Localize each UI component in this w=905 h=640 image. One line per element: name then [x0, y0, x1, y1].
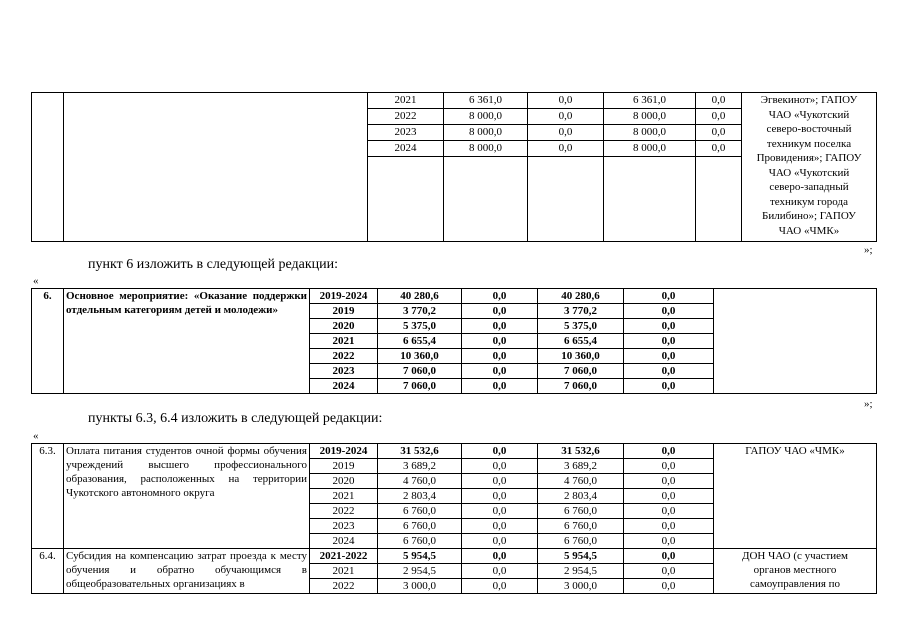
cell-reg: 4 760,0	[538, 474, 624, 489]
cell-reg: 6 760,0	[538, 519, 624, 534]
cell-year: 2019-2024	[310, 444, 378, 459]
cell-year: 2024	[310, 534, 378, 549]
t1-total-value: 8 000,0	[444, 109, 527, 125]
num-cell	[32, 93, 64, 242]
cell-total: 5 375,0	[378, 319, 462, 334]
cell-fed: 0,0	[462, 364, 538, 379]
table-continuation	[31, 92, 877, 242]
cell-other: 0,0	[624, 549, 714, 564]
cell-other: 0,0	[624, 364, 714, 379]
cell-other: 0,0	[624, 459, 714, 474]
executor-cell	[714, 444, 877, 549]
cell-year: 2020	[310, 319, 378, 334]
executor-cell	[714, 289, 877, 394]
cell-fed: 0,0	[462, 304, 538, 319]
executor-cell	[742, 93, 877, 242]
cell-reg: 31 532,6	[538, 444, 624, 459]
executor-text: ГАПОУ ЧАО «ЧМК»	[745, 445, 845, 457]
cell-other: 0,0	[624, 579, 714, 594]
item-title: Основное мероприятие: «Оказание поддержки отдельным категориям детей и молодежи»	[64, 289, 310, 394]
cell-other: 0,0	[624, 349, 714, 364]
executor-line: самоуправления по	[749, 578, 841, 590]
cell-reg: 5 375,0	[538, 319, 624, 334]
cell-year: 2022	[310, 504, 378, 519]
cell-fed: 0,0	[462, 579, 538, 594]
close-quote-2: »;	[864, 398, 873, 410]
cell-fed: 0,0	[462, 519, 538, 534]
reg-col	[604, 93, 696, 242]
t1-executor-line: Провидения»; ГАПОУ	[756, 152, 862, 164]
cell-other: 0,0	[624, 444, 714, 459]
cell-fed: 0,0	[462, 564, 538, 579]
cell-other: 0,0	[624, 474, 714, 489]
cell-other: 0,0	[624, 319, 714, 334]
item-number: 6.4.	[32, 549, 64, 594]
t1-year-value: 2024	[368, 141, 443, 157]
cell-fed: 0,0	[462, 474, 538, 489]
table-row	[32, 549, 877, 564]
t1-reg-value: 6 361,0	[604, 93, 695, 109]
t1-year-value: 2021	[368, 93, 443, 109]
cell-year: 2021	[310, 564, 378, 579]
cell-total: 3 689,2	[378, 459, 462, 474]
cell-total: 40 280,6	[378, 289, 462, 304]
cell-reg: 3 000,0	[538, 579, 624, 594]
cell-other: 0,0	[624, 519, 714, 534]
executor-line: органов местного	[753, 564, 837, 576]
cell-total: 4 760,0	[378, 474, 462, 489]
t1-executor-line: ЧАО «Чукотский	[768, 108, 850, 121]
t1-executor-line: Эгвекинот»; ГАПОУ	[760, 94, 858, 106]
cell-year: 2023	[310, 364, 378, 379]
t1-total-value: 8 000,0	[444, 141, 527, 157]
t1-other-value: 0,0	[696, 141, 741, 157]
cell-year: 2021	[310, 334, 378, 349]
cell-other: 0,0	[624, 379, 714, 394]
t1-fed-value: 0,0	[528, 125, 603, 141]
cell-year: 2021	[310, 489, 378, 504]
cell-total: 31 532,6	[378, 444, 462, 459]
cell-year: 2024	[310, 379, 378, 394]
item-title: Оплата питания студентов очной формы обучения учреждений высшего профессионального образования, расположенных на территории Чукотского автономного округа	[64, 444, 310, 549]
t1-executor-line: техникум города	[770, 195, 848, 208]
cell-other: 0,0	[624, 289, 714, 304]
cell-year: 2019	[310, 304, 378, 319]
t1-executor-line: ЧАО «Чукотский	[768, 166, 850, 179]
cell-other: 0,0	[624, 489, 714, 504]
t1-total-value: 8 000,0	[444, 125, 527, 141]
cell-reg: 3 770,2	[538, 304, 624, 319]
cell-other: 0,0	[624, 334, 714, 349]
cell-fed: 0,0	[462, 289, 538, 304]
t1-executor-line: ЧАО «ЧМК»	[778, 224, 840, 237]
cell-total: 6 655,4	[378, 334, 462, 349]
paragraph-1: пункт 6 изложить в следующей редакции:	[88, 257, 338, 272]
cell-other: 0,0	[624, 504, 714, 519]
close-quote-1: »;	[864, 244, 873, 256]
cell-other: 0,0	[624, 534, 714, 549]
fed-col	[528, 93, 604, 242]
t1-reg-value: 8 000,0	[604, 125, 695, 141]
cell-reg: 6 655,4	[538, 334, 624, 349]
cell-reg: 2 803,4	[538, 489, 624, 504]
cell-reg: 3 689,2	[538, 459, 624, 474]
cell-fed: 0,0	[462, 334, 538, 349]
cell-fed: 0,0	[462, 534, 538, 549]
other-col	[696, 93, 742, 242]
cell-reg: 7 060,0	[538, 364, 624, 379]
cell-reg: 6 760,0	[538, 504, 624, 519]
cell-reg: 2 954,5	[538, 564, 624, 579]
item-title: Субсидия на компенсацию затрат проезда к месту обучения и обратно обучающимся в общеобразовательных организациях в	[64, 549, 310, 594]
cell-year: 2022	[310, 349, 378, 364]
cell-fed: 0,0	[462, 319, 538, 334]
cell-total: 6 760,0	[378, 534, 462, 549]
t1-other-value: 0,0	[696, 93, 741, 109]
cell-year: 2021-2022	[310, 549, 378, 564]
table-row	[32, 444, 877, 459]
cell-fed: 0,0	[462, 379, 538, 394]
total-col	[444, 93, 528, 242]
title-cell	[64, 93, 368, 242]
t1-fed-value: 0,0	[528, 109, 603, 125]
cell-total: 10 360,0	[378, 349, 462, 364]
cell-other: 0,0	[624, 564, 714, 579]
cell-reg: 10 360,0	[538, 349, 624, 364]
cell-total: 6 760,0	[378, 519, 462, 534]
cell-total: 3 000,0	[378, 579, 462, 594]
t1-year-value: 2023	[368, 125, 443, 141]
table-item-6	[31, 288, 877, 394]
open-quote-2: «	[33, 430, 39, 442]
cell-total: 7 060,0	[378, 379, 462, 394]
t1-other-value: 0,0	[696, 109, 741, 125]
cell-total: 2 803,4	[378, 489, 462, 504]
cell-year: 2019	[310, 459, 378, 474]
cell-fed: 0,0	[462, 549, 538, 564]
cell-reg: 40 280,6	[538, 289, 624, 304]
open-quote-1: «	[33, 275, 39, 287]
item-number: 6.	[32, 289, 64, 394]
year-col	[368, 93, 444, 242]
paragraph-2: пункты 6.3, 6.4 изложить в следующей редакции:	[88, 411, 383, 426]
t1-executor-line: техникум поселка	[766, 137, 852, 150]
t1-executor-line: северо-восточный	[766, 123, 852, 135]
cell-year: 2019-2024	[310, 289, 378, 304]
table-row	[32, 289, 877, 304]
cell-year: 2020	[310, 474, 378, 489]
t1-executor-line: северо-западный	[769, 181, 849, 193]
cell-fed: 0,0	[462, 349, 538, 364]
cell-fed: 0,0	[462, 504, 538, 519]
executor-cell	[714, 549, 877, 594]
cell-fed: 0,0	[462, 444, 538, 459]
cell-total: 7 060,0	[378, 364, 462, 379]
cell-reg: 5 954,5	[538, 549, 624, 564]
cell-total: 5 954,5	[378, 549, 462, 564]
t1-fed-value: 0,0	[528, 93, 603, 109]
item-number: 6.3.	[32, 444, 64, 549]
cell-fed: 0,0	[462, 459, 538, 474]
cell-total: 2 954,5	[378, 564, 462, 579]
cell-year: 2023	[310, 519, 378, 534]
t1-total-value: 6 361,0	[444, 93, 527, 109]
t1-reg-value: 8 000,0	[604, 109, 695, 125]
t1-executor-line: Билибино»; ГАПОУ	[762, 210, 856, 222]
cell-total: 6 760,0	[378, 504, 462, 519]
t1-year-value: 2022	[368, 109, 443, 125]
t1-reg-value: 8 000,0	[604, 141, 695, 157]
t1-other-value: 0,0	[696, 125, 741, 141]
cell-total: 3 770,2	[378, 304, 462, 319]
table-items-6-3-6-4	[31, 443, 877, 594]
cell-fed: 0,0	[462, 489, 538, 504]
cell-other: 0,0	[624, 304, 714, 319]
t1-fed-value: 0,0	[528, 141, 603, 157]
cell-reg: 7 060,0	[538, 379, 624, 394]
cell-reg: 6 760,0	[538, 534, 624, 549]
cell-year: 2022	[310, 579, 378, 594]
executor-line: ДОН ЧАО (с участием	[741, 550, 848, 562]
